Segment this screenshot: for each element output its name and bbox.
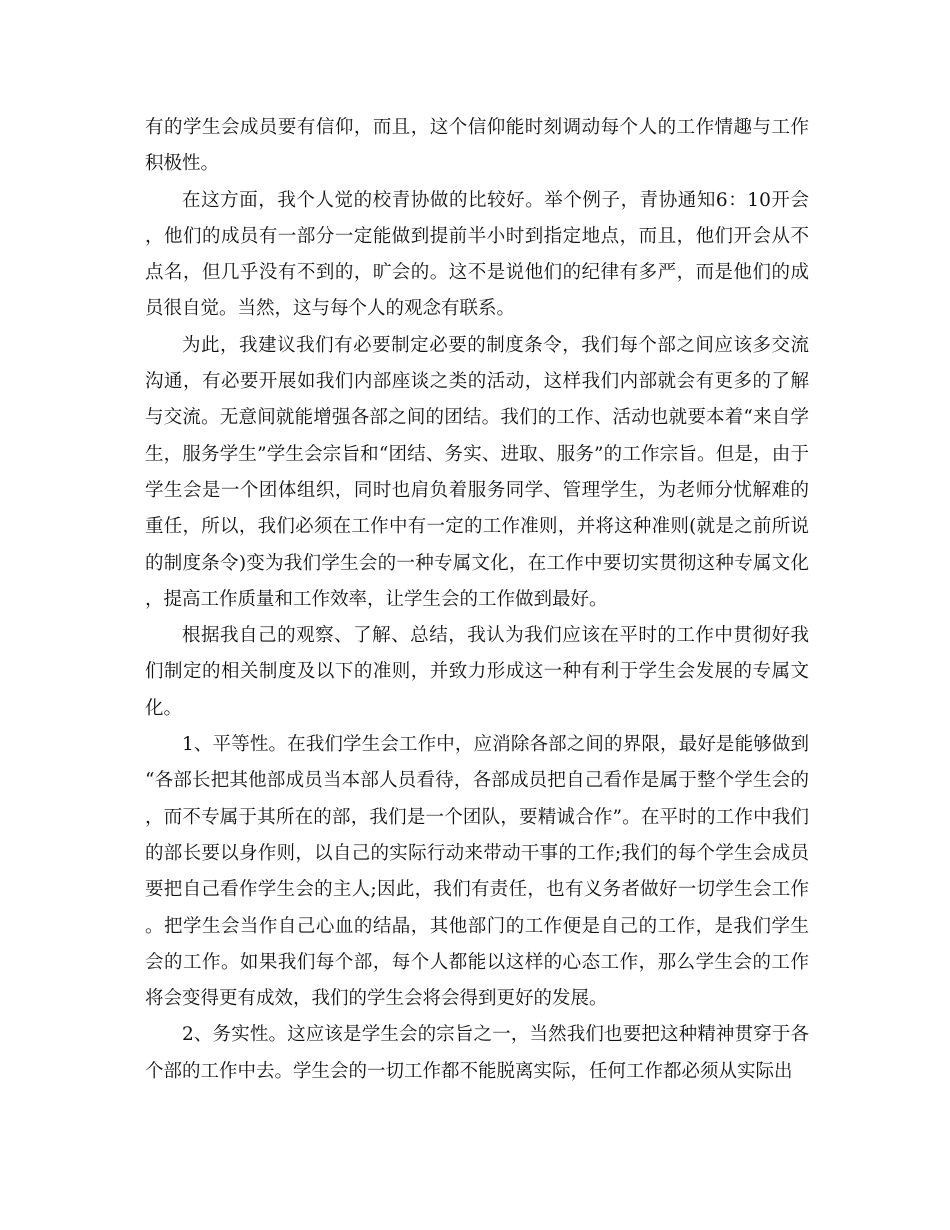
paragraph-4: 根据我自己的观察、了解、总结，我认为我们应该在平时的工作中贯彻好我们制定的相关制度及以下的准则，并致力形成这一种有利于学生会发展的专属文化。 [145,625,809,719]
paragraph-6: 2、务实性。这应该是学生会的宗旨之一，当然我们也要把这种精神贯穿于各个部的工作中去。学生会的一切工作都不能脱离实际，任何工作都必须从实际出 [145,1024,809,1082]
document-body [145,110,809,1090]
paragraph-5: 1、平等性。在我们学生会工作中，应消除各部之间的界限，最好是能够做到“各部长把其他部成员当本部人员看待，各部成员把自己看作是属于整个学生会的，而不专属于其所在的部，我们是一个团队，要精诚合作”。在平时的工作中我们的部长要以身作则，以自己的实际行动来带动干事的工作;我们的每个学生会成员要把自己看作学生会的主人;因此，我们有责任，也有义务者做好一切学生会工作。把学生会当作自己心血的结晶，其他部门的工作便是自己的工作，是我们学生会的工作。如果我们每个部，每个人都能以这样的心态工作，那么学生会的工作将会变得更有成效，我们的学生会将会得到更好的发展。 [145,734,809,1010]
paragraph-2: 在这方面，我个人觉的校青协做的比较好。举个例子，青协通知6：10开会，他们的成员有一部分一定能做到提前半小时到指定地点，而且，他们开会从不点名，但几乎没有不到的，旷会的。这不是说他们的纪律有多严，而是他们的成员很自觉。当然，这与每个人的观念有联系。 [145,189,809,320]
paragraph-3: 为此，我建议我们有必要制定必要的制度条令，我们每个部之间应该多交流沟通，有必要开展如我们内部座谈之类的活动，这样我们内部就会有更多的了解与交流。无意间就能增强各部之间的团结。我们的工作、活动也就要本着“来自学生，服务学生”学生会宗旨和“团结、务实、进取、服务”的工作宗旨。但是，由于学生会是一个团体组织，同时也肩负着服务同学、管理学生，为老师分忧解难的重任，所以，我们必须在工作中有一定的工作准则，并将这种准则(就是之前所说的制度条令)变为我们学生会的一种专属文化，在工作中要切实贯彻这种专属文化，提高工作质量和工作效率，让学生会的工作做到最好。 [145,334,809,610]
paragraph-1: 有的学生会成员要有信仰，而且，这个信仰能时刻调动每个人的工作情趣与工作积极性。 [145,117,809,175]
